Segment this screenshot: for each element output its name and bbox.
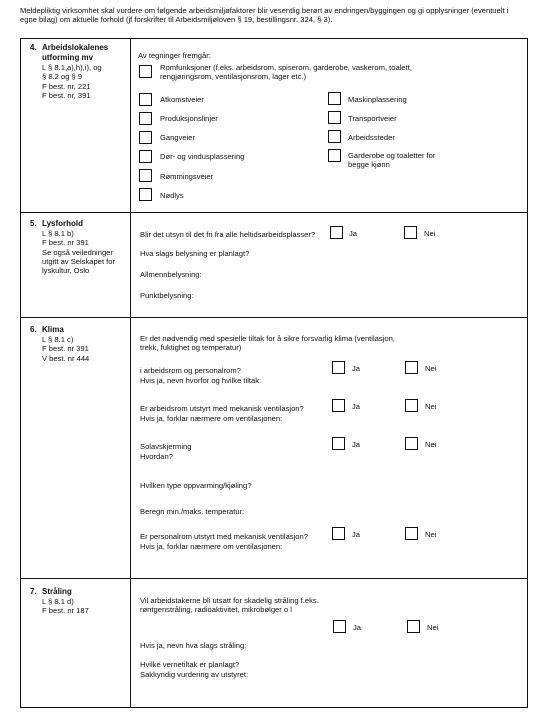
checkbox-nodlys[interactable] xyxy=(139,188,152,201)
section-6-number: 6. xyxy=(30,325,37,334)
section-7-number: 7. xyxy=(30,587,37,596)
section-7-ref: L § 8.1 d) xyxy=(42,597,74,606)
section-7-ref: F best. nr 187 xyxy=(42,606,89,616)
label-atkomstveier: Atkomstveier xyxy=(160,95,204,104)
section-4-number: 4. xyxy=(30,43,37,52)
label-garderobe-toaletter: Garderobe og toaletter for begge kjønn xyxy=(348,151,436,170)
section-4-heading: Av tegninger fremgår: xyxy=(138,51,211,60)
checkbox-straling-nei[interactable] xyxy=(407,620,420,633)
checkbox-atkomstveier[interactable] xyxy=(139,93,152,106)
label-nei: Nei xyxy=(425,402,437,411)
question-personalrom-ventilasjon: Er personalrom utstyrt med mekanisk ventilasjon? xyxy=(140,532,308,541)
question-vernetiltak: Hvilke vernetiltak er planlagt? xyxy=(140,660,240,669)
checkbox-personalrom-ja[interactable] xyxy=(332,527,345,540)
section-4-references xyxy=(42,63,102,100)
divider-7 xyxy=(20,578,528,579)
question-arbeidsrom-hvis: Hvis ja, nevn hvorfor og hvilke tiltak: xyxy=(140,376,262,385)
section-7-title: Stråling xyxy=(42,587,72,596)
field-allmennbelysning: Allmennbelysning: xyxy=(140,270,202,279)
section-6-ref: V best. nr 444 xyxy=(42,353,90,363)
section-4-ref: F best. nr, 221 xyxy=(42,81,91,91)
section-6-title: Klima xyxy=(42,325,64,334)
checkbox-utsyn-nei[interactable] xyxy=(404,226,417,239)
label-ja: Ja xyxy=(352,402,361,411)
label-maskinplassering: Maskinplassering xyxy=(348,95,407,104)
section-4-ref: F best. nr, 391 xyxy=(42,90,91,100)
checkbox-rommingsveier[interactable] xyxy=(139,169,152,182)
question-oppvarming: Hvilken type oppvarming/kjøling? xyxy=(140,481,252,490)
section-5-ref: Se også veiledninger xyxy=(42,247,113,257)
label-nei: Nei xyxy=(425,530,437,539)
checkbox-solavskjerming-ja[interactable] xyxy=(332,437,345,450)
question-belysning: Hva slags belysning er planlagt? xyxy=(140,249,250,258)
question-solavskjerming: Solavskjerming xyxy=(140,442,192,451)
section-4-title-line1: Arbeidslokalenes xyxy=(42,43,109,52)
label-ja: Ja xyxy=(352,440,361,449)
label-ja: Ja xyxy=(349,229,358,238)
label-dor-vindusplassering: Dør- og vindusplassering xyxy=(160,152,245,161)
checkbox-utsyn-ja[interactable] xyxy=(330,226,343,239)
question-arbeidsrom-ventilasjon: Er arbeidsrom utstyrt med mekanisk ventilasjon? xyxy=(140,404,304,413)
label-transportveier: Transportveier xyxy=(348,114,397,123)
checkbox-solavskjerming-nei[interactable] xyxy=(405,437,418,450)
intro-text: Meldepliktig virksomhet skal vurdere om følgende arbeidsmiljøfaktorer blir vesentlig berørt av endringen/byggingen og gi opplysninger (eventuelt i egne bilag) om aktuelle forhold (jf forskrifter til Arbeidsmiljøloven § 19, bestillingsnr. 324, § 3). xyxy=(20,6,509,25)
section-5-number: 5. xyxy=(30,219,37,228)
section-5-ref: F best. nr 391 xyxy=(42,238,89,248)
checkbox-produksjonslinjer[interactable] xyxy=(139,112,152,125)
section-5-title: Lysforhold xyxy=(42,219,84,228)
checkbox-ventilasjon-nei[interactable] xyxy=(405,399,418,412)
divider-6 xyxy=(20,317,528,318)
question-klima: Er det nødvendig med spesielle tiltak for å sikre forsvarlig klima (ventilasjon, trekk, fuktighet og temperatur) xyxy=(140,334,395,353)
section-6-references xyxy=(42,335,89,363)
checkbox-garderobe-toaletter[interactable] xyxy=(328,149,341,162)
question-straling-type: Hvis ja, nevn hva slags stråling: xyxy=(140,641,247,650)
question-utsyn: Blir det utsyn til det fri fra alle heltidsarbeidsplasser? xyxy=(140,230,316,239)
section-4-ref: § 8.2 og § 9 xyxy=(42,72,83,82)
label-nodlys: Nødlys xyxy=(160,191,184,200)
question-straling: Vil arbeidstakerne bli utsatt for skadelig stråling f.eks. røntgenstråling, radioaktivitet, mikrobølger o l xyxy=(140,596,319,615)
label-nei: Nei xyxy=(425,440,437,449)
section-4-title-line2: utforming mv xyxy=(42,53,94,62)
checkbox-straling-ja[interactable] xyxy=(333,620,346,633)
label-gangveier: Gangveier xyxy=(160,133,196,142)
question-arbeidsrom-ventilasjon-hvis: Hvis ja, forklar nærmere om ventilasjonen: xyxy=(140,414,283,423)
column-divider xyxy=(130,38,131,708)
checkbox-transportveier[interactable] xyxy=(328,111,341,124)
section-4-ref: L § 8.1,a),h),i), og xyxy=(42,63,102,72)
label-romfunksjoner: Romfunksjoner (f.eks. arbeidsrom, spiserom, garderobe, vaskerom, toalett, rengjøringsrom, ventilasjonsrom, lager etc.) xyxy=(160,63,412,82)
label-nei: Nei xyxy=(424,229,436,238)
checkbox-arbeidsrom-nei[interactable] xyxy=(405,361,418,374)
checkbox-arbeidssteder[interactable] xyxy=(328,130,341,143)
question-sakkyndig: Sakkyndig vurdering av utstyret: xyxy=(140,670,249,679)
label-nei: Nei xyxy=(427,623,439,632)
label-nei: Nei xyxy=(425,364,437,373)
label-ja: Ja xyxy=(352,364,361,373)
question-personalrom-ventilasjon-hvis: Hvis ja, forklar nærmere om ventilasjonen: xyxy=(140,542,283,551)
section-7-references xyxy=(42,597,89,616)
section-6-ref: F best. nr 391 xyxy=(42,344,89,354)
section-5-references xyxy=(42,229,115,275)
question-temperatur: Beregn min./maks. temperatur: xyxy=(140,507,245,516)
label-arbeidssteder: Arbeidssteder xyxy=(348,133,395,142)
checkbox-arbeidsrom-ja[interactable] xyxy=(332,361,345,374)
label-produksjonslinjer: Produksjonslinjer xyxy=(160,114,218,123)
question-arbeidsrom: i arbeidsrom og personalrom? xyxy=(140,366,241,375)
section-6-ref: L § 8.1 c) xyxy=(42,335,74,344)
divider-5 xyxy=(20,212,528,213)
section-5-ref: utgitt av Selskapet for xyxy=(42,256,116,266)
checkbox-personalrom-nei[interactable] xyxy=(405,527,418,540)
label-ja: Ja xyxy=(353,623,362,632)
checkbox-ventilasjon-ja[interactable] xyxy=(332,399,345,412)
checkbox-dor-vindusplassering[interactable] xyxy=(139,150,152,163)
checkbox-maskinplassering[interactable] xyxy=(328,92,341,105)
section-5-ref: lyskultur, Oslo xyxy=(42,266,90,275)
field-punktbelysning: Punktbelysning: xyxy=(140,291,194,300)
checkbox-romfunksjoner[interactable] xyxy=(139,65,152,78)
section-5-ref: L § 8.1 b) xyxy=(42,229,74,238)
label-ja: Ja xyxy=(352,530,361,539)
label-rommingsveier: Rømmingsveier xyxy=(160,172,214,181)
question-hvordan: Hvordan? xyxy=(140,452,173,461)
checkbox-gangveier[interactable] xyxy=(139,131,152,144)
